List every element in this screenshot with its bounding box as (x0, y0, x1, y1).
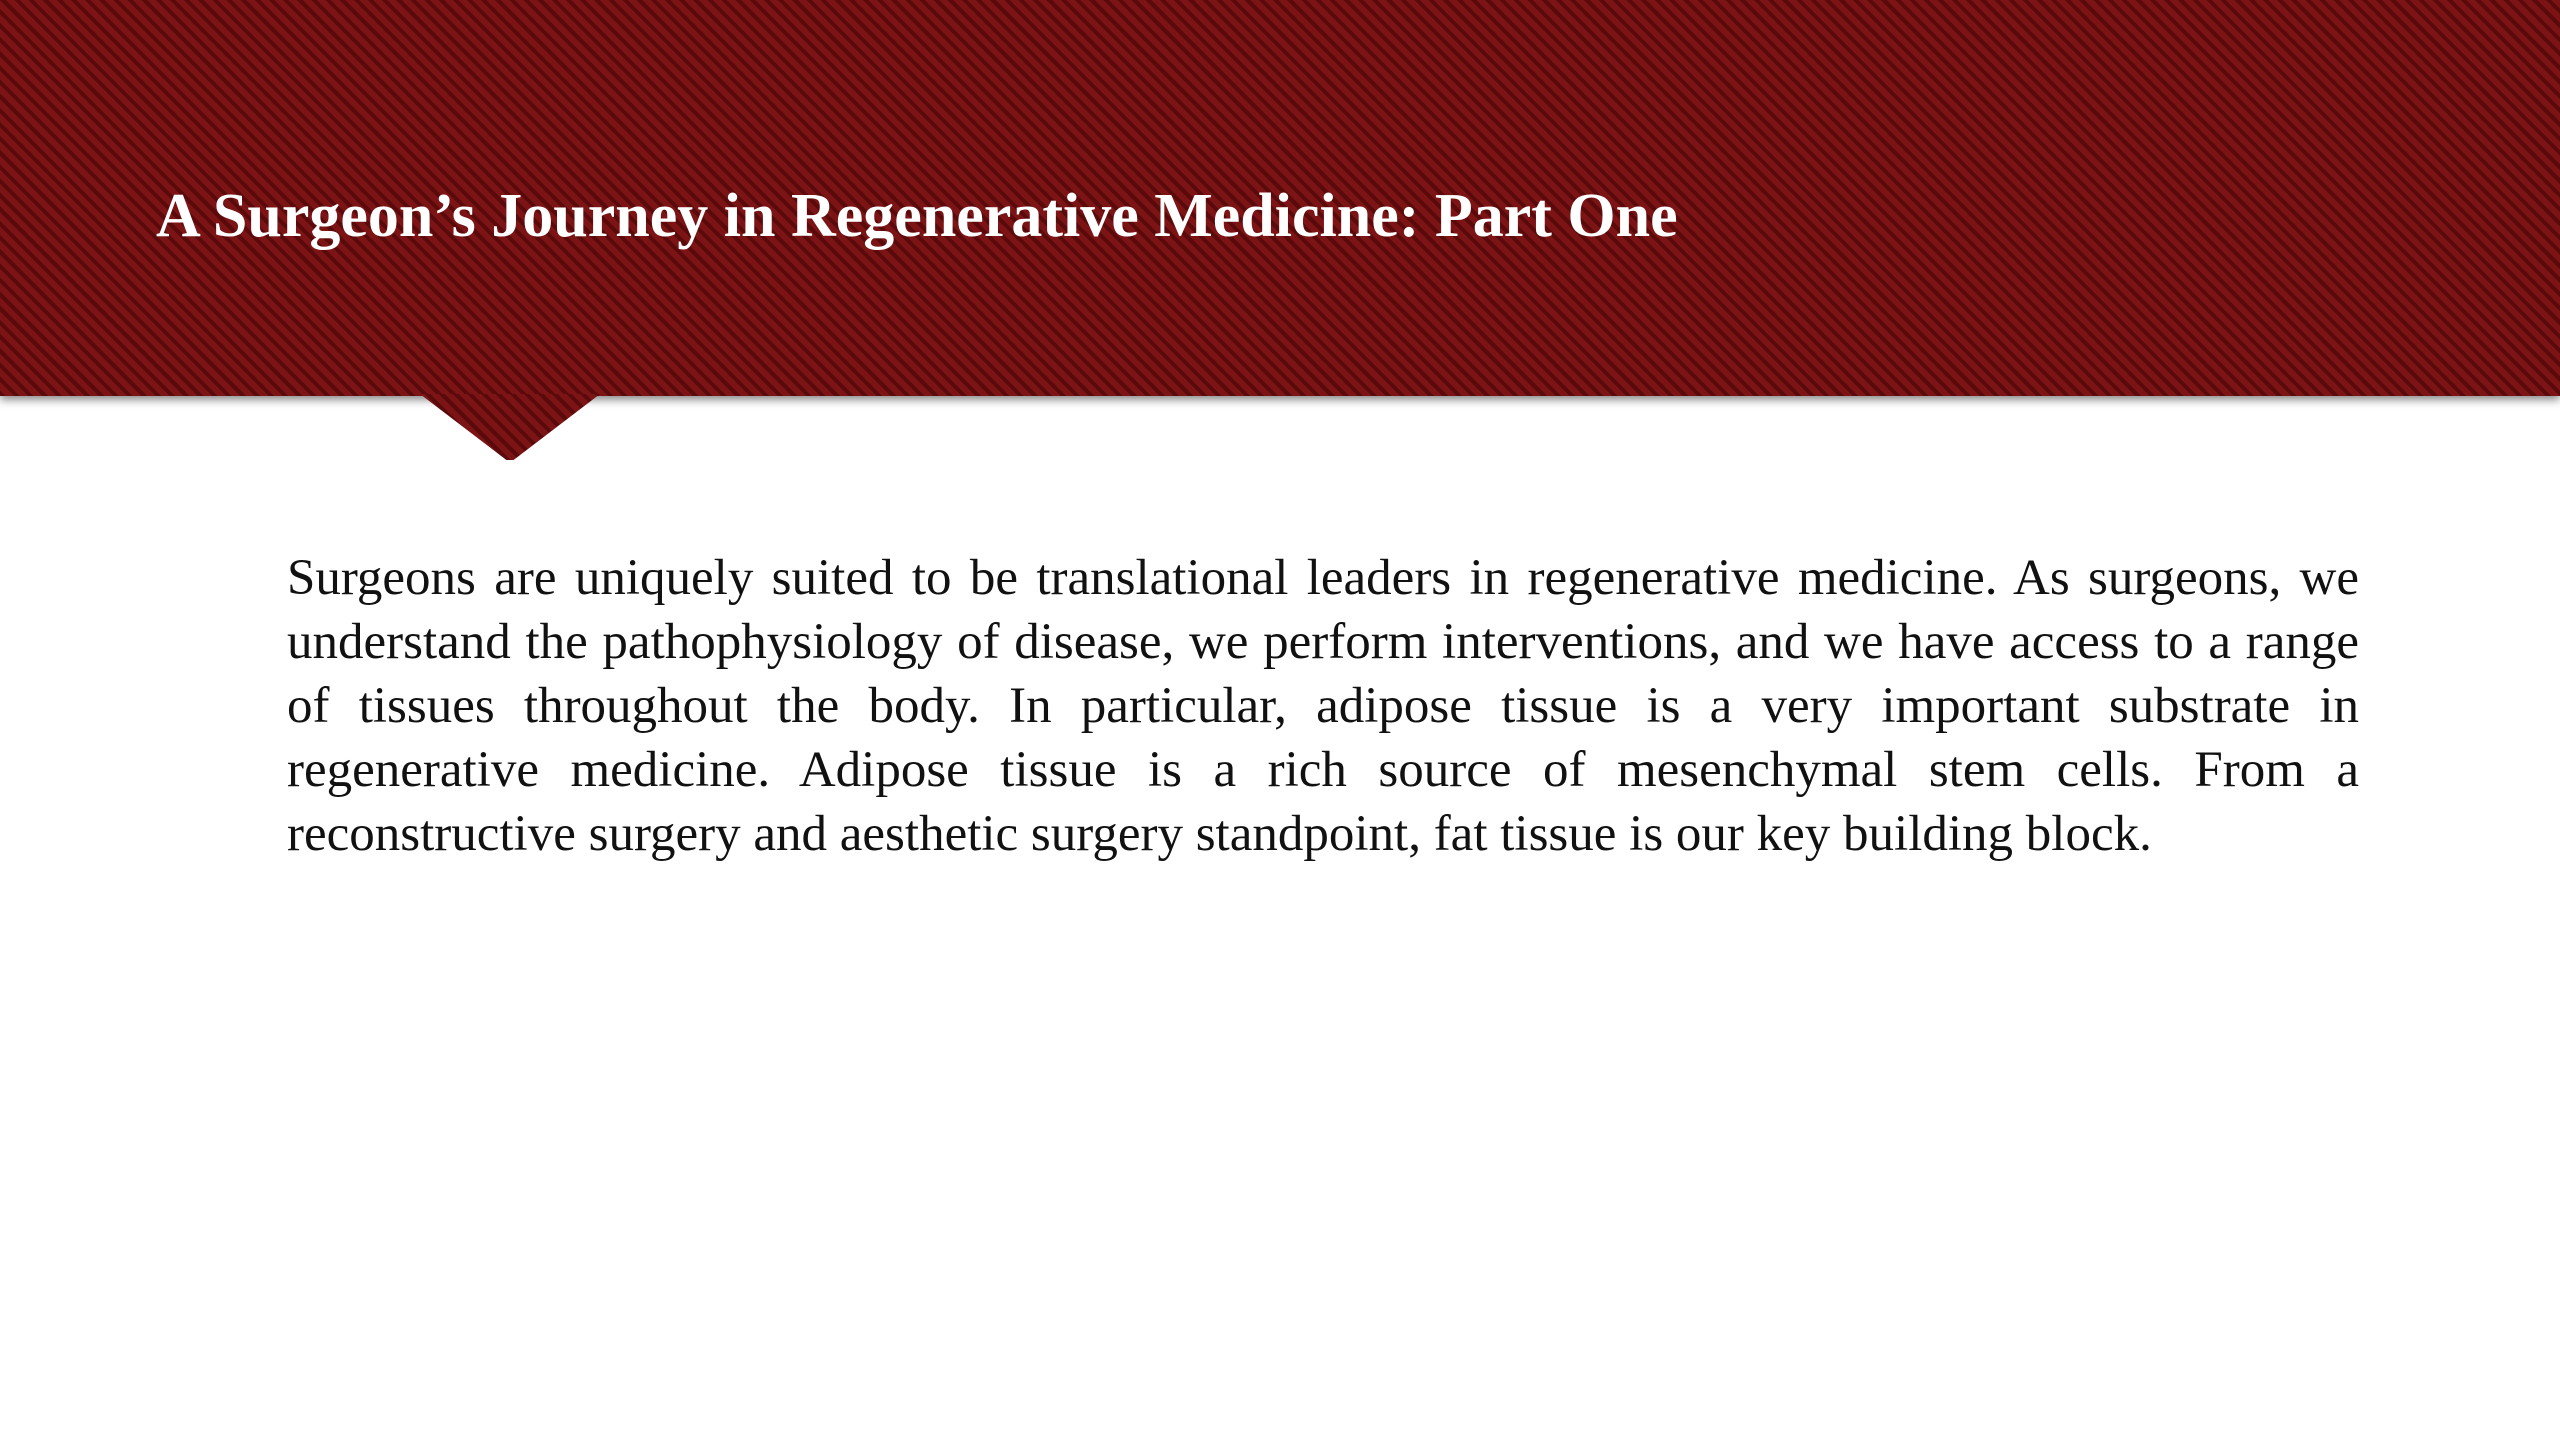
slide-title: A Surgeon’s Journey in Regenerative Medicine: Part One (156, 182, 1678, 250)
header-banner (0, 0, 2560, 396)
header-notch (420, 394, 600, 460)
body-paragraph: Surgeons are uniquely suited to be translational leaders in regenerative medicine. As surgeons, we understand the pathophysiology of disease, we perform interventions, and we have access to a range of tissues throughout the body. In particular, adipose tissue is a very important substrate in regenerative medicine. Adipose tissue is a rich source of mesenchymal stem cells. From a reconstructive surgery and aesthetic surgery standpoint, fat tissue is our key building block. (287, 550, 2359, 862)
